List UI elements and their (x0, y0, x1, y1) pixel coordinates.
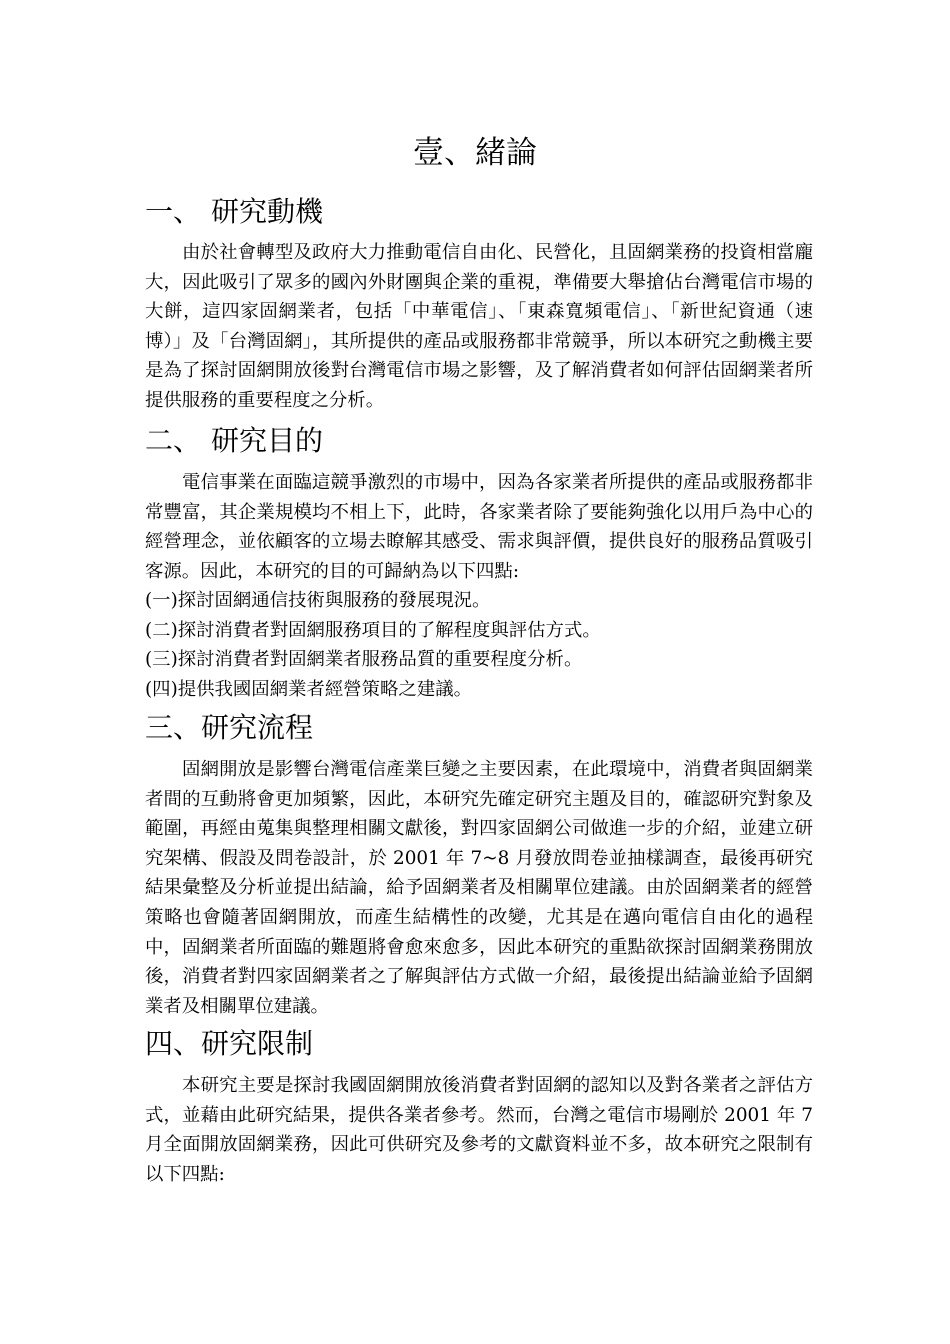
purpose-item: (一)探討固網通信技術與服務的發展現況。 (145, 590, 491, 611)
section-heading-purpose (145, 422, 323, 460)
section-title: 研究動機 (211, 195, 324, 228)
section-paragraph-limitations: 本研究主要是探討我國固網開放後消費者對固網的認知以及對各業者之評估方式，並藉由此研究結果，提供各業者參考。然而，台灣之電信市場剛於 2001 年 7 月全面開放固網業務，因此可供研究及參考的文獻資料並不多，故本研究之限制有以下四點: (145, 1075, 813, 1185)
section-number: 一、 (145, 195, 202, 228)
section-paragraph-motivation: 由於社會轉型及政府大力推動電信自由化、民營化，且固網業務的投資相當龐大，因此吸引了眾多的國內外財團與企業的重視，準備要大舉搶佔台灣電信市場的大餅，這四家固網業者，包括「中華電信」、「東森寬頻電信」、「新世紀資通（速博）」及「台灣固網」，其所提供的產品或服務都非常競爭，所以本研究之動機主要是為了探討固網開放後對台灣電信市場之影響，及了解消費者如何評估固網業者所提供服務的重要程度之分析。 (145, 242, 813, 411)
section-heading-process: 三、研究流程 (145, 711, 314, 744)
section-paragraph-process: 固網開放是影響台灣電信產業巨變之主要因素，在此環境中，消費者與固網業者間的互動將會更加頻繁，因此，本研究先確定研究主題及目的，確認研究對象及範圍，再經由蒐集與整理相關文獻後，對四家固網公司做進一步的介紹，並建立研究架構、假設及問卷設計，於 2001 年 7~8 月發放問卷並抽樣調查，最後再研究結果彙整及分析並提出結論，給予固網業者及相關單位建議。由於固網業者的經營策略也會隨著固網開放，而產生結構性的改變，尤其是在邁向電信自由化的過程中，固網業者所面臨的難題將會愈來愈多，因此本研究的重點欲探討固網業務開放後，消費者對四家固網業者之了解與評估方式做一介紹，最後提出結論並給予固網業者及相關單位建議。 (145, 759, 813, 1017)
section-heading-motivation (145, 193, 323, 231)
section-paragraph-purpose: 電信事業在面臨這競爭激烈的市場中，因為各家業者所提供的產品或服務都非常豐富，其企業規模均不相上下，此時，各家業者除了要能夠強化以用戶為中心的經營理念，並依顧客的立場去瞭解其感受、需求與評價，提供良好的服務品質吸引客源。因此，本研究的目的可歸納為以下四點: (145, 472, 813, 582)
section-heading-limitations: 四、研究限制 (145, 1027, 314, 1060)
section-number: 二、 (145, 424, 202, 457)
section-title: 研究目的 (211, 424, 324, 457)
purpose-item: (四)提供我國固網業者經營策略之建議。 (145, 679, 472, 700)
chapter-title: 壹、緒論 (413, 135, 537, 171)
purpose-item: (三)探討消費者對固網業者服務品質的重要程度分析。 (145, 649, 583, 670)
purpose-item: (二)探討消費者對固網服務項目的了解程度與評估方式。 (145, 620, 601, 641)
